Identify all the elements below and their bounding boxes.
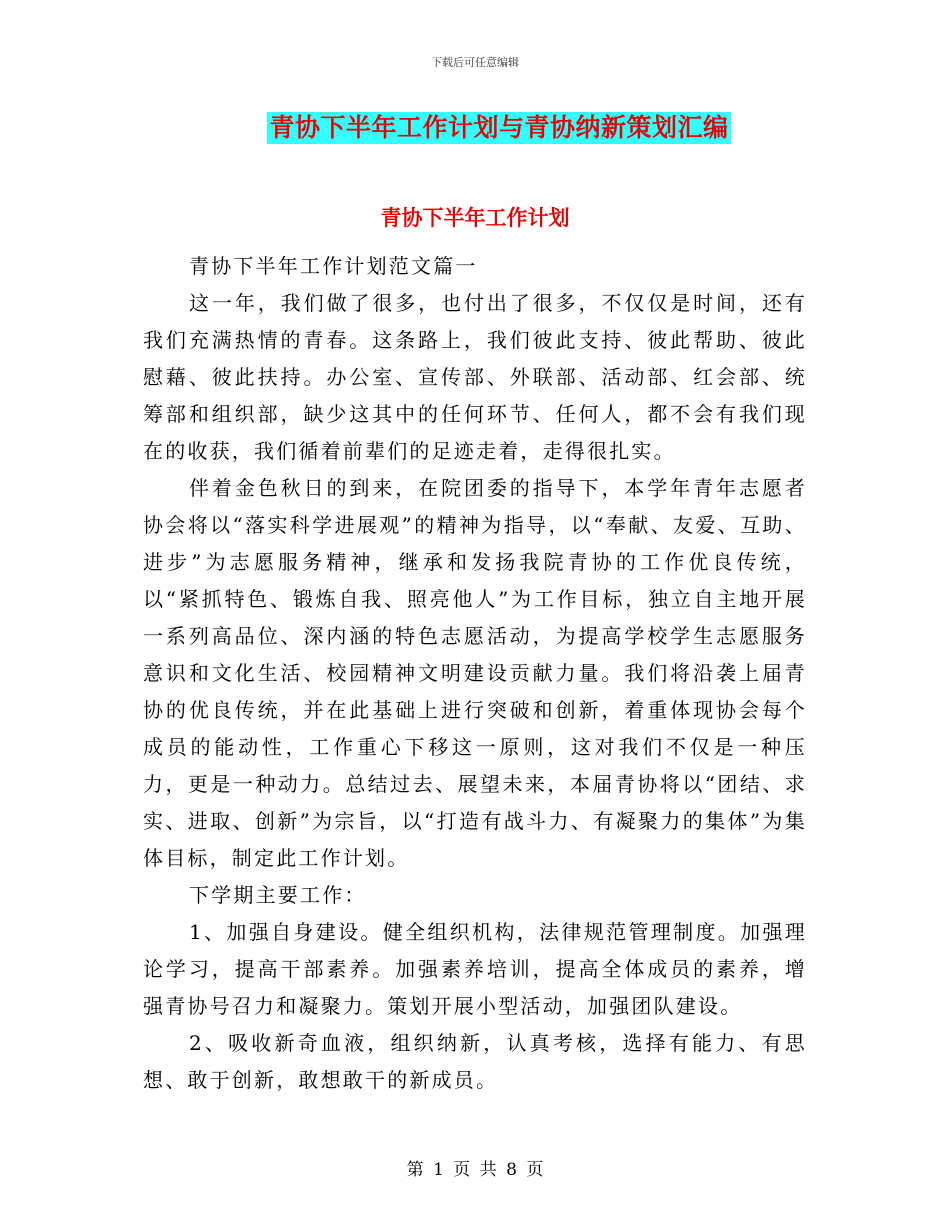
paragraph: 2、吸收新奇血液，组织纳新，认真考核，选择有能力、有思想、敢于创新，敢想敢干的新成员。 (143, 1031, 807, 1092)
paragraph: 1、加强自身建设。健全组织机构，法律规范管理制度。加强理论学习，提高干部素养。加强素养培训，提高全体成员的素养，增强青协号召力和凝聚力。策划开展小型活动，加强团队建设。 (143, 920, 807, 1018)
main-title-wrap (0, 112, 950, 144)
section-title: 青协下半年工作计划 (380, 205, 570, 230)
header-note: 下载后可任意编辑 (431, 56, 519, 69)
document-body (143, 248, 807, 1099)
page-footer: 第 1 页 共 8 页 (406, 1160, 544, 1180)
paragraph: 下学期主要工作： (189, 883, 367, 907)
main-title: 青协下半年工作计划与青协纳新策划汇编 (269, 113, 729, 142)
paragraph-subtitle: 青协下半年工作计划范文篇一 (189, 254, 478, 278)
paragraph: 伴着金色秋日的到来，在院团委的指导下，本学年青年志愿者协会将以“落实科学进展观”的精神为指导，以“奉献、友爱、互助、进步”为志愿服务精神，继承和发扬我院青协的工作优良传统，以“紧抓特色、锻炼自我、照亮他人”为工作目标，独立自主地开展一系列高品位、深内涵的特色志愿活动，为提高学校学生志愿服务意识和文化生活、校园精神文明建设贡献力量。我们将沿袭上届青协的优良传统，并在此基础上进行突破和创新，着重体现协会每个成员的能动性，工作重心下移这一原则，这对我们不仅是一种压力，更是一种动力。总结过去、展望未来，本届青协将以“团结、求实、进取、创新”为宗旨，以“打造有战斗力、有凝聚力的集体”为集体目标，制定此工作计划。 (143, 476, 807, 870)
paragraph: 这一年，我们做了很多，也付出了很多，不仅仅是时间，还有我们充满热情的青春。这条路上，我们彼此支持、彼此帮助、彼此慰藉、彼此扶持。办公室、宣传部、外联部、活动部、红会部、统筹部和组织部，缺少这其中的任何环节、任何人，都不会有我们现在的收获，我们循着前辈们的足迹走着，走得很扎实。 (143, 291, 807, 463)
